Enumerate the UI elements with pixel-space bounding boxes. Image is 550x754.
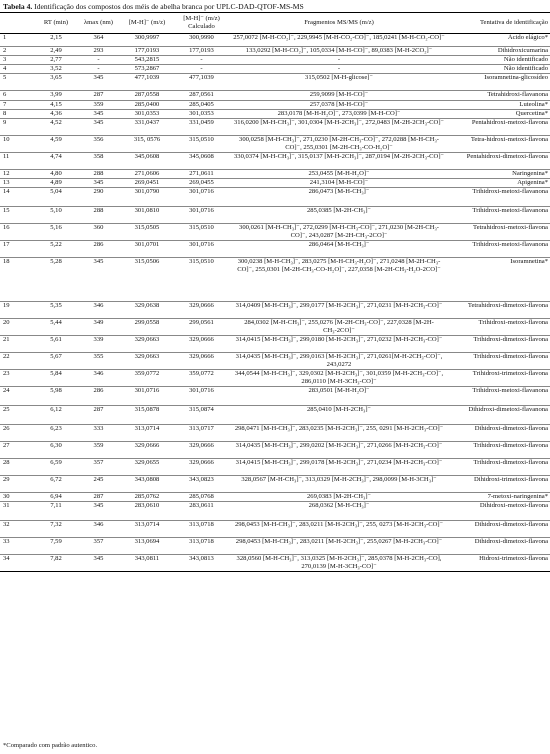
cell-mh: 359,0772 xyxy=(121,370,173,387)
cell-fragments: 314,0409 [M-H-CH₃]⁻, 299,0177 [M-H-2CH₃]⁻, 271,0231 [M-H-2CH₃-CO]⁻ xyxy=(230,302,448,319)
cell-calculated: 315,0510 xyxy=(173,136,230,153)
cell-calculated: 477,1039 xyxy=(173,74,230,91)
cell-fragments: 257,0378 [M-H-CO]⁻ xyxy=(230,101,448,110)
table-row xyxy=(0,101,550,110)
cell-mh: 345,0608 xyxy=(121,153,173,170)
cell-number: 32 xyxy=(0,521,36,538)
cell-calculated: 301,0716 xyxy=(173,207,230,224)
cell-identification: Trihidroxi-metoxi-flavanona xyxy=(448,241,550,258)
cell-rt: 6,23 xyxy=(36,425,76,442)
cell-lambda: 290 xyxy=(76,188,121,207)
table-row xyxy=(0,47,550,56)
cell-identification: Tetra-hidroxi-metoxi-flavona xyxy=(448,136,550,153)
cell-identification: Dihidroxi-dimetoxi-flavanona xyxy=(448,406,550,425)
cell-lambda: 286 xyxy=(76,387,121,406)
cell-fragments: 344,0544 [M-H-CH₃]⁻, 329,0302 [M-H-2CH₃]⁻, 301,0359 [M-H-2CH₃-CO]⁻, 286,0110 [M-H-3CH₃-CO]⁻ xyxy=(230,370,448,387)
cell-identification: Pentahidroxi-dimetoxi-flavona xyxy=(448,153,550,170)
cell-identification: Pentahidroxi-metoxi-flavona xyxy=(448,119,550,136)
table-row xyxy=(0,502,550,521)
cell-lambda: 287 xyxy=(76,493,121,502)
cell-calculated: 331,0459 xyxy=(173,119,230,136)
cell-lambda: 349 xyxy=(76,319,121,336)
cell-lambda: 288 xyxy=(76,207,121,224)
cell-calculated: 285,0405 xyxy=(173,101,230,110)
cell-calculated: 329,0666 xyxy=(173,336,230,353)
table-row xyxy=(0,207,550,224)
cell-mh: 283,0610 xyxy=(121,502,173,521)
cell-identification: Não identificado xyxy=(448,65,550,74)
cell-number: 29 xyxy=(0,476,36,493)
cell-rt: 4,36 xyxy=(36,110,76,119)
cell-identification: Dihidroxi-trimetoxi-flavona xyxy=(448,476,550,493)
cell-number: 22 xyxy=(0,353,36,370)
cell-identification: Tetrahidroxi-metoxi-flavona xyxy=(448,224,550,241)
compounds-table xyxy=(0,12,550,572)
cell-lambda: 357 xyxy=(76,538,121,555)
cell-rt: 6,59 xyxy=(36,459,76,476)
cell-identification: Dihidroxi-metoxi-flavona xyxy=(448,502,550,521)
cell-identification: Dihidroxi-dimetoxi-flavona xyxy=(448,425,550,442)
cell-mh: 331,0437 xyxy=(121,119,173,136)
cell-mh: 315,0878 xyxy=(121,406,173,425)
cell-number: 1 xyxy=(0,34,36,47)
header-mh: [M-H]⁻ (m/z) xyxy=(121,13,173,34)
cell-lambda: 345 xyxy=(76,555,121,572)
cell-mh: 269,0451 xyxy=(121,179,173,188)
cell-number: 27 xyxy=(0,442,36,459)
cell-mh: 301,0716 xyxy=(121,387,173,406)
cell-identification: Trihidroxi-metoxi-flavanona xyxy=(448,207,550,224)
cell-lambda: 345 xyxy=(76,258,121,302)
cell-number: 24 xyxy=(0,387,36,406)
cell-lambda: 346 xyxy=(76,302,121,319)
cell-number: 8 xyxy=(0,110,36,119)
cell-number: 13 xyxy=(0,179,36,188)
table-row xyxy=(0,406,550,425)
cell-lambda: - xyxy=(76,56,121,65)
cell-lambda: 287 xyxy=(76,406,121,425)
cell-number: 19 xyxy=(0,302,36,319)
cell-fragments: 269,0383 [M-2H-CH₃]⁻ xyxy=(230,493,448,502)
cell-mh: 301,0353 xyxy=(121,110,173,119)
cell-fragments: 314,0435 [M-H-CH₃]⁻, 299,0202 [M-H-2CH₃]⁻, 271,0266 [M-H-2CH₃-CO]⁻ xyxy=(230,442,448,459)
cell-fragments: 286,0464 [M-H-CH₃]⁻ xyxy=(230,241,448,258)
table-row xyxy=(0,258,550,302)
cell-rt: 2,15 xyxy=(36,34,76,47)
cell-identification: 7-metoxi-naringenina* xyxy=(448,493,550,502)
cell-identification: Trihidroxi-metoxi-flavanona xyxy=(448,188,550,207)
table-row xyxy=(0,65,550,74)
table-row xyxy=(0,387,550,406)
cell-rt: 5,22 xyxy=(36,241,76,258)
cell-lambda: 359 xyxy=(76,101,121,110)
cell-mh: 543,2815 xyxy=(121,56,173,65)
cell-number: 18 xyxy=(0,258,36,302)
table-row xyxy=(0,136,550,153)
table-row xyxy=(0,425,550,442)
cell-number: 3 xyxy=(0,56,36,65)
header-lambda: λmax (nm) xyxy=(76,13,121,34)
header-fragments: Fragmentos MS/MS (m/z) xyxy=(230,13,448,34)
cell-lambda: 356 xyxy=(76,136,121,153)
cell-fragments: 314,0435 [M-H-CH₃]⁻, 299,0163 [M-H-2CH₃]⁻, 271,0261[M-H-2CH₃-CO]⁻, 243,0272 xyxy=(230,353,448,370)
cell-calculated: 313,0718 xyxy=(173,538,230,555)
table-row xyxy=(0,521,550,538)
cell-calculated: 300,9990 xyxy=(173,34,230,47)
cell-lambda: - xyxy=(76,65,121,74)
cell-fragments: 314,0415 [M-H-CH₃]⁻, 299,0180 [M-H-2CH₃]⁻, 271,0232 [M-H-2CH₃-CO]⁻ xyxy=(230,336,448,353)
cell-fragments: - xyxy=(230,65,448,74)
cell-rt: 4,89 xyxy=(36,179,76,188)
cell-fragments: 286,0473 [M-H-CH₃]⁻ xyxy=(230,188,448,207)
cell-rt: 6,12 xyxy=(36,406,76,425)
table-row xyxy=(0,370,550,387)
table-row xyxy=(0,241,550,258)
caption-label: Tabela 4. xyxy=(3,2,33,11)
cell-lambda: 355 xyxy=(76,353,121,370)
table-row xyxy=(0,302,550,319)
cell-rt: 4,52 xyxy=(36,119,76,136)
cell-mh: 329,0655 xyxy=(121,459,173,476)
cell-mh: 329,0638 xyxy=(121,302,173,319)
cell-calculated: 343,0823 xyxy=(173,476,230,493)
cell-rt: 7,32 xyxy=(36,521,76,538)
cell-identification: Não identificado xyxy=(448,56,550,65)
cell-calculated: 359,0772 xyxy=(173,370,230,387)
cell-number: 10 xyxy=(0,136,36,153)
cell-identification: Trihidroxi-metoxi-flavanona xyxy=(448,387,550,406)
cell-identification: Hidroxi-trimetoxi-flavona xyxy=(448,555,550,572)
cell-fragments: 298,0471 [M-H-CH₃]⁻, 283,0235 [M-H-2CH₃]⁻, 255, 0291 [M-H-2CH₃-CO]⁻ xyxy=(230,425,448,442)
cell-number: 12 xyxy=(0,170,36,179)
cell-calculated: 313,0718 xyxy=(173,521,230,538)
cell-mh: 301,0790 xyxy=(121,188,173,207)
cell-lambda: 293 xyxy=(76,47,121,56)
cell-mh: 343,0808 xyxy=(121,476,173,493)
cell-calculated: 271,0611 xyxy=(173,170,230,179)
cell-number: 6 xyxy=(0,91,36,101)
cell-rt: 6,94 xyxy=(36,493,76,502)
cell-mh: 343,0811 xyxy=(121,555,173,572)
cell-calculated: 313,0717 xyxy=(173,425,230,442)
cell-rt: 7,59 xyxy=(36,538,76,555)
cell-lambda: 358 xyxy=(76,153,121,170)
cell-identification: Isoramnetina* xyxy=(448,258,550,302)
cell-identification: Isoramnetina-glicosídeo xyxy=(448,74,550,91)
cell-number: 17 xyxy=(0,241,36,258)
cell-fragments: 253,0455 [M-H-H₂O]⁻ xyxy=(230,170,448,179)
cell-fragments: 316,0200 [M-H-CH₃]⁻, 301,0304 [M-H-2CH₃]⁻, 272,0483 [M-2H-2CH₃-CO]⁻ xyxy=(230,119,448,136)
cell-mh: 313,0694 xyxy=(121,538,173,555)
cell-identification: Trihidroxi-dimetoxi-flavona xyxy=(448,459,550,476)
cell-identification: Tetrahidroxi-flavanona xyxy=(448,91,550,101)
table-row xyxy=(0,188,550,207)
cell-number: 20 xyxy=(0,319,36,336)
cell-mh: 271,0606 xyxy=(121,170,173,179)
cell-mh: 315,0505 xyxy=(121,224,173,241)
cell-rt: 4,15 xyxy=(36,101,76,110)
cell-mh: 313,0714 xyxy=(121,425,173,442)
cell-mh: 313,0714 xyxy=(121,521,173,538)
cell-calculated: 315,0510 xyxy=(173,224,230,241)
table-row xyxy=(0,153,550,170)
cell-fragments: 283,0501 [M-H-H₂O]⁻ xyxy=(230,387,448,406)
cell-lambda: 345 xyxy=(76,179,121,188)
cell-mh: 177,0193 xyxy=(121,47,173,56)
table-caption xyxy=(3,2,304,11)
cell-identification: Dihidroxi-dimetoxi-flavona xyxy=(448,538,550,555)
cell-fragments: 315,0502 [M-H-glicose]⁻ xyxy=(230,74,448,91)
cell-identification: Luteolina* xyxy=(448,101,550,110)
cell-fragments: - xyxy=(230,56,448,65)
cell-lambda: 345 xyxy=(76,502,121,521)
cell-rt: 4,74 xyxy=(36,153,76,170)
cell-identification: Trihidroxi-metoxi-flavona xyxy=(448,319,550,336)
cell-calculated: 301,0353 xyxy=(173,110,230,119)
cell-number: 15 xyxy=(0,207,36,224)
cell-identification: Trihidroxi-dimetoxi-flavona xyxy=(448,336,550,353)
cell-number: 23 xyxy=(0,370,36,387)
cell-calculated: 345,0608 xyxy=(173,153,230,170)
cell-number: 31 xyxy=(0,502,36,521)
cell-lambda: 345 xyxy=(76,110,121,119)
cell-rt: 5,04 xyxy=(36,188,76,207)
cell-calculated: 329,0666 xyxy=(173,459,230,476)
table-row xyxy=(0,74,550,91)
cell-number: 14 xyxy=(0,188,36,207)
table-row xyxy=(0,442,550,459)
table-row xyxy=(0,336,550,353)
table-row xyxy=(0,119,550,136)
cell-calculated: 301,0716 xyxy=(173,188,230,207)
cell-mh: 301,0810 xyxy=(121,207,173,224)
cell-rt: 5,10 xyxy=(36,207,76,224)
cell-calculated: 343,0813 xyxy=(173,555,230,572)
cell-mh: 573,2867 xyxy=(121,65,173,74)
footnote: *Comparado com padrão autentico. xyxy=(3,742,98,749)
cell-fragments: 268,0362 [M-H-CH₃]⁻ xyxy=(230,502,448,521)
table-row xyxy=(0,538,550,555)
cell-lambda: 245 xyxy=(76,476,121,493)
header-number xyxy=(0,13,36,34)
table-row xyxy=(0,353,550,370)
cell-number: 5 xyxy=(0,74,36,91)
cell-mh: 329,0663 xyxy=(121,353,173,370)
cell-rt: 5,84 xyxy=(36,370,76,387)
cell-fragments: 330,0374 [M-H-CH₃]⁻, 315,0137 [M-H-2CH₃]⁻, 287,0194 [M-2H-2CH₃-CO]⁻ xyxy=(230,153,448,170)
table-row xyxy=(0,56,550,65)
cell-rt: 2,49 xyxy=(36,47,76,56)
cell-mh: 300,9997 xyxy=(121,34,173,47)
table-row xyxy=(0,224,550,241)
cell-fragments: 298,0453 [M-H-CH₃]⁻, 283,0211 [M-H-2CH₃]⁻, 255,0267 [M-H-2CH₃-CO]⁻ xyxy=(230,538,448,555)
cell-fragments: 300,0238 [M-H-CH₃]⁻, 283,0275 [M-H-CH₃-H₂O]⁻, 271,0248 [M-2H-CH₃-CO]⁻, 255,0301 [M-2H-CH₃-CO-H₂O]⁻, 227,0358 [M-2H-CH₃-H₂O-2CO]⁻ xyxy=(230,258,448,302)
cell-lambda: 288 xyxy=(76,170,121,179)
table-row xyxy=(0,91,550,101)
cell-fragments: 257,0072 [M-H-CO₂]⁻, 229,9945 [M-H-CO₂-CO]⁻, 185,0241 [M-H-CO₂-CO]⁻ xyxy=(230,34,448,47)
table-row xyxy=(0,34,550,47)
cell-fragments: 300,0258 [M-H-CH₃]⁻, 271,0230 [M-2H-CH₃-CO]⁻, 272,0288 [M-H-CH₃-CO]⁻, 255,0301 [M-2H-CH₃-CO-H₂O]⁻ xyxy=(230,136,448,153)
cell-number: 25 xyxy=(0,406,36,425)
cell-rt: 3,52 xyxy=(36,65,76,74)
cell-identification: Dihidroxi-dimetoxi-flavona xyxy=(448,521,550,538)
cell-identification: Trihidroxi-trimetoxi-flavona xyxy=(448,370,550,387)
cell-rt: 2,77 xyxy=(36,56,76,65)
table-header-row xyxy=(0,13,550,34)
cell-rt: 4,80 xyxy=(36,170,76,179)
cell-number: 33 xyxy=(0,538,36,555)
cell-identification: Dihidroxicumarina xyxy=(448,47,550,56)
cell-lambda: 287 xyxy=(76,91,121,101)
table-row xyxy=(0,493,550,502)
cell-mh: 329,0663 xyxy=(121,336,173,353)
cell-rt: 3,65 xyxy=(36,74,76,91)
cell-identification: Ácido elágico* xyxy=(448,34,550,47)
cell-mh: 477,1039 xyxy=(121,74,173,91)
table-row xyxy=(0,555,550,572)
cell-rt: 5,67 xyxy=(36,353,76,370)
cell-identification: Naringenina* xyxy=(448,170,550,179)
cell-lambda: 346 xyxy=(76,521,121,538)
cell-lambda: 346 xyxy=(76,370,121,387)
cell-lambda: 360 xyxy=(76,224,121,241)
cell-mh: 285,0400 xyxy=(121,101,173,110)
cell-mh: 287,0558 xyxy=(121,91,173,101)
cell-rt: 5,61 xyxy=(36,336,76,353)
cell-number: 4 xyxy=(0,65,36,74)
cell-fragments: 241,3104 [M-H-CO]⁻ xyxy=(230,179,448,188)
cell-rt: 6,72 xyxy=(36,476,76,493)
cell-calculated: 301,0716 xyxy=(173,387,230,406)
cell-lambda: 364 xyxy=(76,34,121,47)
cell-lambda: 345 xyxy=(76,119,121,136)
cell-rt: 7,11 xyxy=(36,502,76,521)
cell-rt: 7,82 xyxy=(36,555,76,572)
table-body xyxy=(0,34,550,572)
table-row xyxy=(0,319,550,336)
cell-number: 2 xyxy=(0,47,36,56)
table-row xyxy=(0,110,550,119)
cell-calculated: 283,0611 xyxy=(173,502,230,521)
cell-calculated: 301,0716 xyxy=(173,241,230,258)
cell-fragments: 328,0567 [M-H-CH₃]⁻, 313,0329 [M-H-2CH₃]⁻, 298,0099 [M-H-3CH₃]⁻ xyxy=(230,476,448,493)
cell-calculated: 329,0666 xyxy=(173,442,230,459)
cell-fragments: 285,0410 [M-H-2CH₃]⁻ xyxy=(230,406,448,425)
cell-fragments: 298,0453 [M-H-CH₃]⁻, 283,0211 [M-H-2CH₃]⁻, 255, 0273 [M-H-2CH₃-CO]⁻ xyxy=(230,521,448,538)
header-identification: Tentativa de identificação xyxy=(448,13,550,34)
cell-fragments: 133,0292 [M-H-CO₂]⁻, 105,0334 [M-H-CO]⁻, 89,0383 [M-H-2CO₂]⁻ xyxy=(230,47,448,56)
caption-text: Identificação dos compostos dos méis de abelha branca por UPLC-DAD-QTOF-MS-MS xyxy=(32,2,304,11)
cell-calculated: 285,0768 xyxy=(173,493,230,502)
cell-rt: 3,99 xyxy=(36,91,76,101)
cell-calculated: 299,0561 xyxy=(173,319,230,336)
cell-fragments: 314,0415 [M-H-CH₃]⁻, 299,0178 [M-H-2CH₃]⁻, 271,0234 [M-H-2CH₃-CO]⁻ xyxy=(230,459,448,476)
cell-calculated: 329,0666 xyxy=(173,302,230,319)
table-row xyxy=(0,179,550,188)
cell-number: 21 xyxy=(0,336,36,353)
cell-number: 7 xyxy=(0,101,36,110)
cell-identification: Trihidroxi-dimetoxi-flavona xyxy=(448,442,550,459)
cell-fragments: 284,0302 [M-H-CH₃]⁻, 255,0276 [M-2H-CH₃-CO]⁻, 227,0328 [M-2H-CH₃-2CO]⁻ xyxy=(230,319,448,336)
table-row xyxy=(0,476,550,493)
cell-mh: 301,0701 xyxy=(121,241,173,258)
cell-calculated: 315,0510 xyxy=(173,258,230,302)
cell-lambda: 286 xyxy=(76,241,121,258)
cell-lambda: 359 xyxy=(76,442,121,459)
cell-fragments: 300,0261 [M-H-CH₃]⁻, 272,0299 [M-H-CH₃-CO]⁻, 271,0230 [M-2H-CH₃-CO]⁻, 243,0287 [M-2H-CH₃-2CO]⁻ xyxy=(230,224,448,241)
cell-number: 30 xyxy=(0,493,36,502)
cell-fragments: 328,0560 [M-H-CH₃]⁻, 313,0325 [M-H-2CH₃]⁻, 285,0378 [M-H-2CH₃-CO], 270,0139 [M-H-3CH₃-CO]⁻ xyxy=(230,555,448,572)
cell-calculated: 315,0874 xyxy=(173,406,230,425)
cell-identification: Apigenina* xyxy=(448,179,550,188)
header-rt: RT (min) xyxy=(36,13,76,34)
cell-fragments: 283,0178 [M-H-H₂O]⁻, 273,0399 [M-H-CO]⁻ xyxy=(230,110,448,119)
cell-mh: 299,0558 xyxy=(121,319,173,336)
cell-calculated: 287,0561 xyxy=(173,91,230,101)
cell-calculated: 329,0666 xyxy=(173,353,230,370)
cell-fragments: 259,9099 [M-H-CO]⁻ xyxy=(230,91,448,101)
cell-fragments: 285,0385 [M-2H-CH₃]⁻ xyxy=(230,207,448,224)
cell-rt: 6,30 xyxy=(36,442,76,459)
cell-rt: 5,28 xyxy=(36,258,76,302)
cell-number: 28 xyxy=(0,459,36,476)
table-row xyxy=(0,170,550,179)
cell-lambda: 333 xyxy=(76,425,121,442)
cell-identification: Trihidroxi-dimetoxi-flavona xyxy=(448,353,550,370)
cell-number: 16 xyxy=(0,224,36,241)
cell-calculated: - xyxy=(173,65,230,74)
cell-lambda: 339 xyxy=(76,336,121,353)
cell-number: 9 xyxy=(0,119,36,136)
cell-calculated: 177,0193 xyxy=(173,47,230,56)
cell-rt: 5,98 xyxy=(36,387,76,406)
cell-mh: 285,0762 xyxy=(121,493,173,502)
cell-mh: 315, 0576 xyxy=(121,136,173,153)
cell-number: 11 xyxy=(0,153,36,170)
header-calculated: [M-H]⁻ (m/z) Calculado xyxy=(173,13,230,34)
cell-lambda: 357 xyxy=(76,459,121,476)
cell-number: 34 xyxy=(0,555,36,572)
cell-number: 26 xyxy=(0,425,36,442)
table-row xyxy=(0,459,550,476)
cell-rt: 5,35 xyxy=(36,302,76,319)
cell-rt: 5,44 xyxy=(36,319,76,336)
cell-mh: 315,0506 xyxy=(121,258,173,302)
cell-rt: 5,16 xyxy=(36,224,76,241)
cell-identification: Quercetina* xyxy=(448,110,550,119)
cell-lambda: 345 xyxy=(76,74,121,91)
cell-calculated: - xyxy=(173,56,230,65)
cell-rt: 4,59 xyxy=(36,136,76,153)
cell-identification: Tetrahidroxi-dimetoxi-flavona xyxy=(448,302,550,319)
cell-mh: 329,0666 xyxy=(121,442,173,459)
cell-calculated: 269,0455 xyxy=(173,179,230,188)
